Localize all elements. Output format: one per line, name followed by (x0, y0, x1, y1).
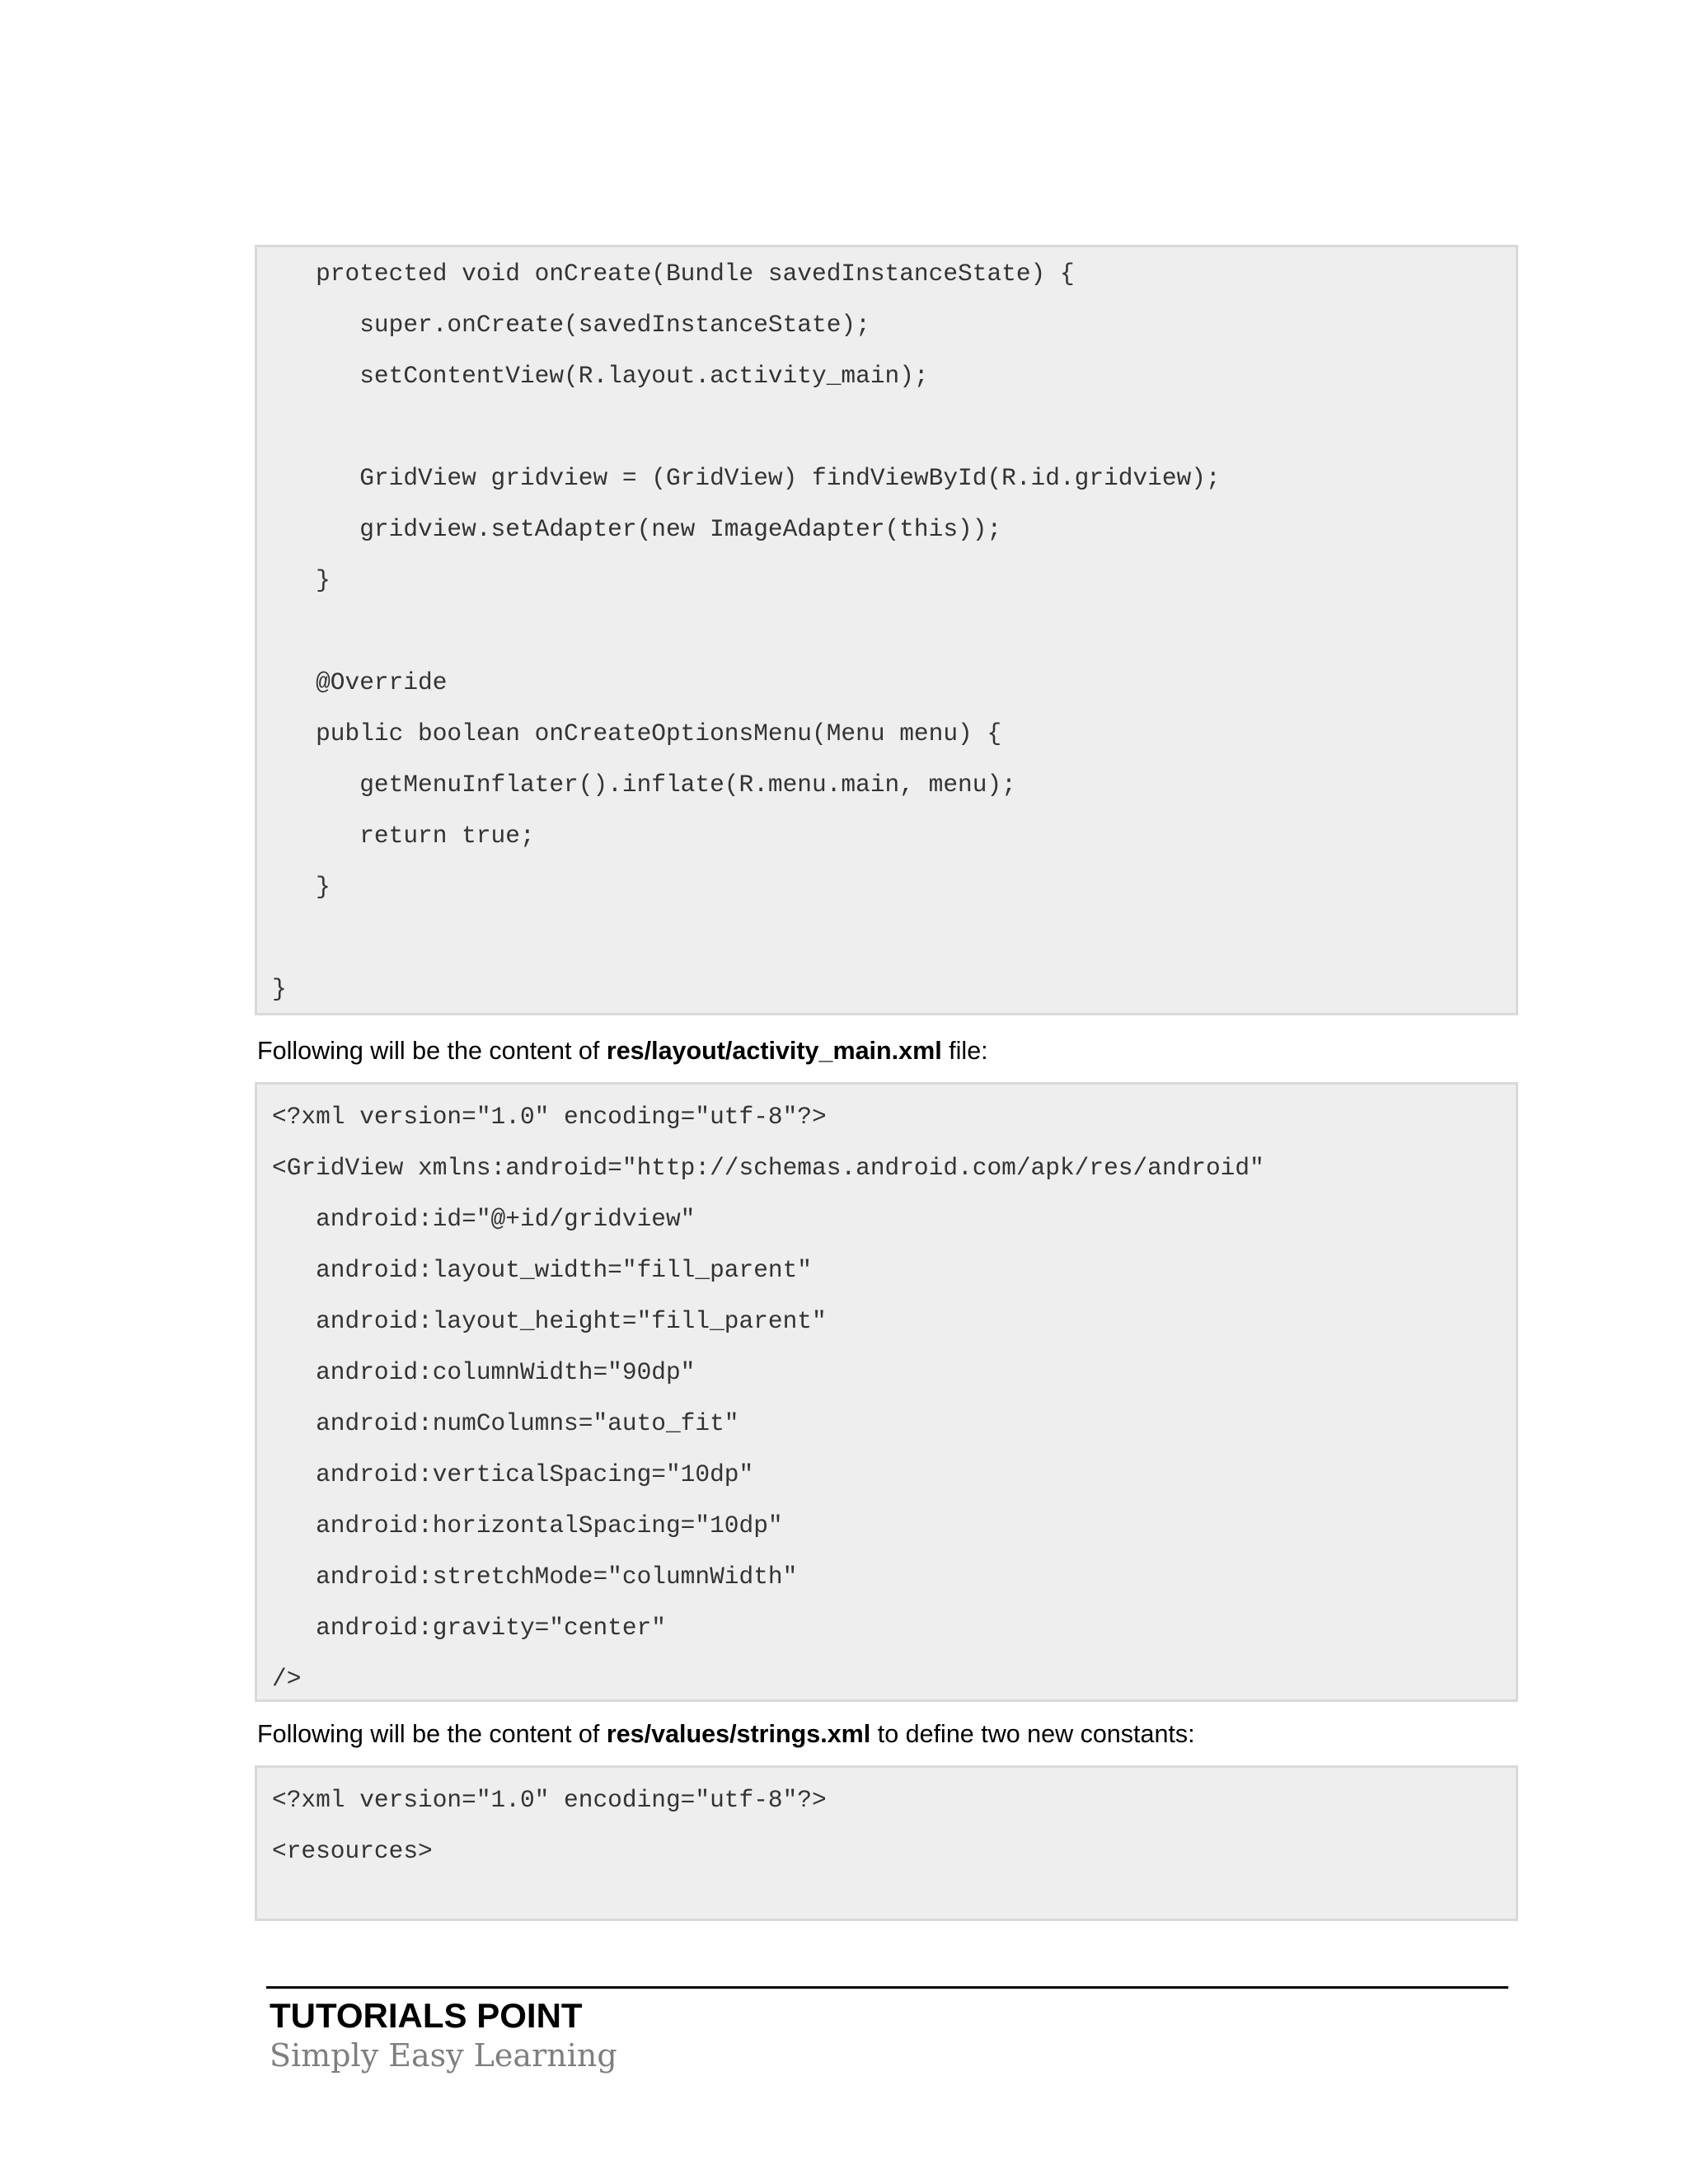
paragraph-activity-main-intro (257, 1034, 988, 1067)
code-block-strings-xml (255, 1765, 1518, 1921)
paragraph-text: Following will be the content of (257, 1037, 607, 1065)
code-line: protected void onCreate(Bundle savedInstanceState) { (272, 260, 1075, 288)
code-line: <?xml version="1.0" encoding="utf-8"?> (272, 1786, 827, 1814)
code-line: <resources> (272, 1837, 433, 1865)
code-line: android:numColumns="auto_fit" (272, 1409, 739, 1437)
code-line: getMenuInflater().inflate(R.menu.main, menu); (272, 771, 1016, 799)
code-line: /> (272, 1665, 302, 1693)
code-line: android:id="@+id/gridview" (272, 1205, 696, 1233)
code-line: android:verticalSpacing="10dp" (272, 1460, 754, 1488)
code-line: android:columnWidth="90dp" (272, 1358, 696, 1386)
code-line: return true; (272, 822, 535, 850)
code-line: <GridView xmlns:android="http://schemas.android.com/apk/res/android" (272, 1154, 1264, 1182)
paragraph-text: to define two new constants: (870, 1720, 1195, 1748)
code-line: super.onCreate(savedInstanceState); (272, 311, 870, 339)
code-line: @Override (272, 668, 448, 696)
file-path: res/layout/activity_main.xml (606, 1037, 942, 1065)
code-line: } (272, 975, 287, 1003)
code-line: android:gravity="center" (272, 1614, 666, 1642)
code-line: android:stretchMode="columnWidth" (272, 1563, 798, 1591)
code-line: } (272, 873, 331, 901)
code-line: GridView gridview = (GridView) findViewById(R.id.gridview); (272, 464, 1221, 492)
file-path: res/values/strings.xml (606, 1720, 871, 1748)
code-line: android:horizontalSpacing="10dp" (272, 1511, 783, 1540)
paragraph-text: file: (941, 1037, 988, 1065)
code-line: } (272, 566, 331, 594)
paragraph-text: Following will be the content of (257, 1720, 607, 1748)
code-block-activity-main-xml (255, 1082, 1518, 1702)
code-line: android:layout_width="fill_parent" (272, 1256, 813, 1284)
footer-tagline: Simply Easy Learning (270, 2037, 617, 2074)
code-line: <?xml version="1.0" encoding="utf-8"?> (272, 1103, 827, 1131)
code-line: setContentView(R.layout.activity_main); (272, 362, 929, 390)
footer-brand: TUTORIALS POINT (270, 1996, 583, 2035)
code-line: android:layout_height="fill_parent" (272, 1307, 827, 1335)
code-block-main-activity (255, 245, 1518, 1015)
code-line: gridview.setAdapter(new ImageAdapter(this)); (272, 515, 1002, 543)
paragraph-strings-intro (257, 1718, 1195, 1750)
code-line: public boolean onCreateOptionsMenu(Menu menu) { (272, 719, 1002, 748)
footer-divider (266, 1986, 1508, 1989)
